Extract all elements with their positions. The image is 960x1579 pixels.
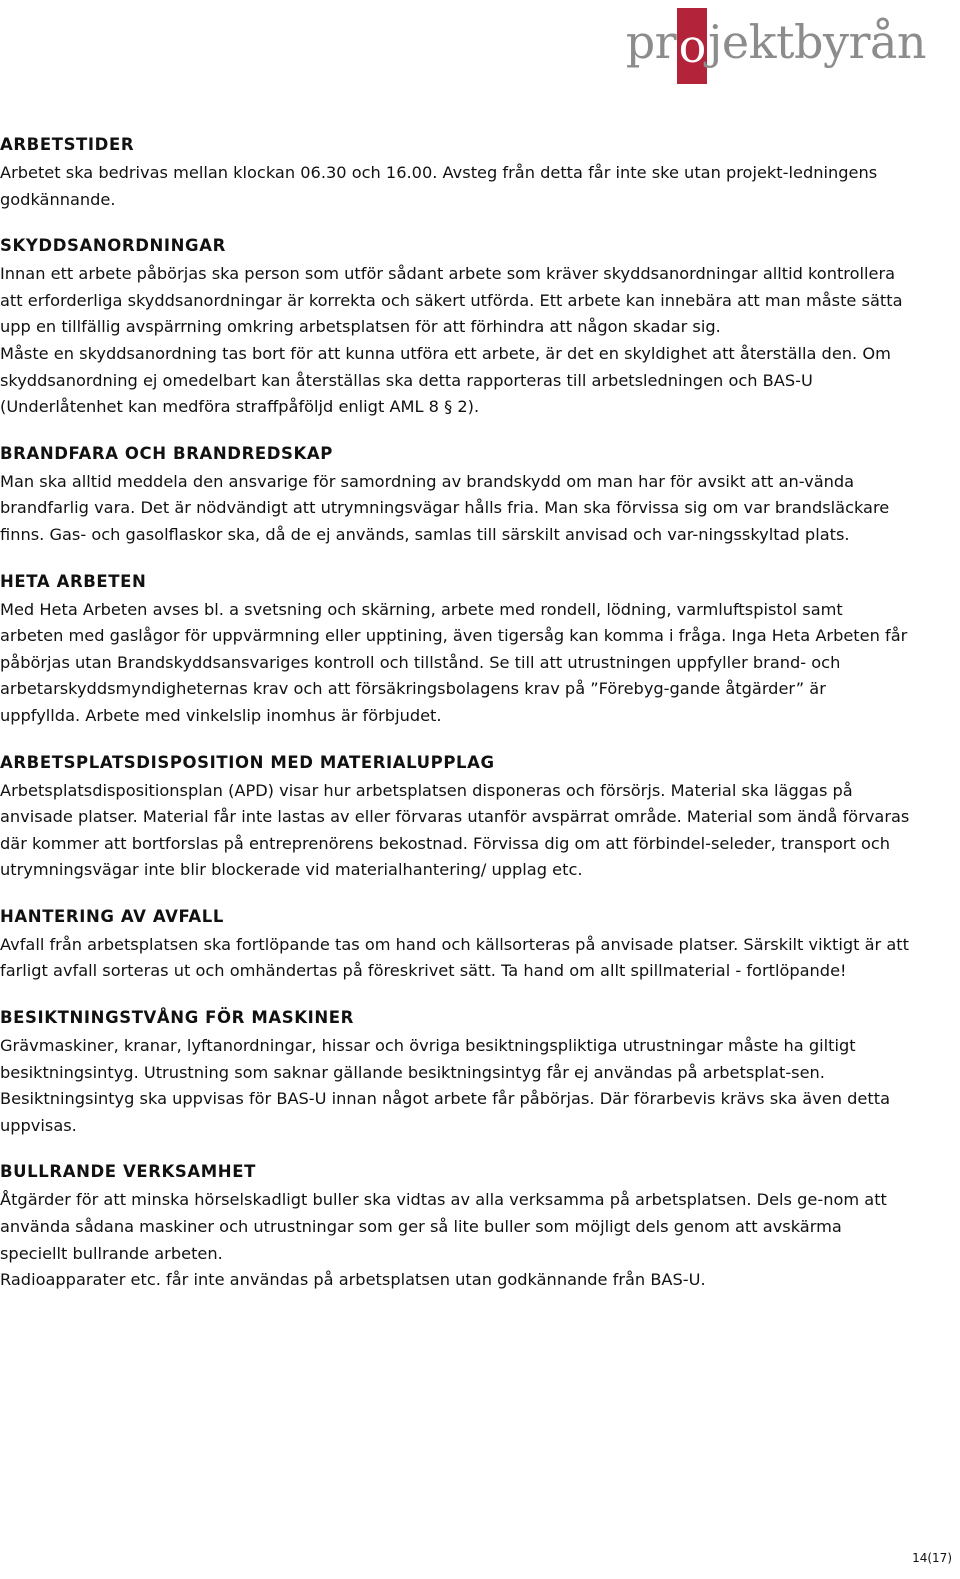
section-arbetstider [0,134,910,213]
section-paragraph: Radioapparater etc. får inte användas på arbetsplatsen utan godkännande från BAS-U. [0,1270,706,1290]
logo-text-pre: pr [625,15,677,69]
section-heading: ARBETSPLATSDISPOSITION MED MATERIALUPPLAG [0,752,495,772]
section-paragraph: Grävmaskiner, kranar, lyftanordningar, hissar och övriga besiktningspliktiga utrustningar måste ha giltigt besiktningsintyg. Utrustning som saknar gällande besiktningsintyg får ej användas på arbetsplat-sen. Besiktningsintyg ska uppvisas för BAS-U innan något arbete får påbörjas. Där förarbevis krävs ska även detta uppvisas. [0,1036,891,1135]
section-heading: HANTERING AV AVFALL [0,906,225,926]
section-heading: BULLRANDE VERKSAMHET [0,1162,256,1182]
section-heta-arbeten [0,571,910,730]
page-number: 14(17) [912,1551,952,1565]
section-brandfara [0,443,910,549]
section-paragraph: Med Heta Arbeten avses bl. a svetsning och skärning, arbete med rondell, lödning, varmluftspistol samt arbeten med gaslågor för uppvärmning eller upptining, även tigersåg kan komma i fråga. Inga Heta Arbeten får påbörjas utan Brandskyddsansvariges kontroll och tillstånd. Se till att utrustningen uppfyller brand- och arbetarskyddsmyndigheternas krav och att försäkringsbolagens krav på ”Förebyg-gande åtgärder” är uppfyllda. Arbete med vinkelslip inomhus är förbjudet. [0,599,908,725]
logo-mark: o [677,8,707,84]
section-bullrande-verksamhet [0,1161,910,1293]
section-hantering-av-avfall [0,906,910,985]
section-paragraph: Man ska alltid meddela den ansvarige för samordning av brandskydd om man har för avsikt att an-vända brandfarlig vara. Det är nödvändigt att utrymningsvägar hålls fria. Man ska förvissa sig om var brandsläckare finns. Gas- och gasolflaskor ska, då de ej används, samlas till särskilt anvisad och var-ningsskyltad plats. [0,471,890,544]
section-heading: ARBETSTIDER [0,135,135,154]
section-paragraph: Arbetet ska bedrivas mellan klockan 06.30 och 16.00. Avsteg från detta får inte ske utan projekt-ledningens godkännande. [0,163,878,209]
section-paragraph: Avfall från arbetsplatsen ska fortlöpande tas om hand och källsorteras på anvisade platser. Särskilt viktigt är att farligt avfall sorteras ut och omhändertas på föreskrivet sätt. Ta hand om allt spillmaterial - fortlöpande! [0,934,909,981]
section-paragraph: Åtgärder för att minska hörselskadligt buller ska vidtas av alla verksamma på arbetsplatsen. Dels ge-nom att använda sådana maskiner och utrustningar som ger så lite buller som möjligt dels genom att avskärma speciellt bullrande arbeten. [0,1190,887,1263]
projektbyran-logo [626,8,926,84]
section-heading: HETA ARBETEN [0,571,147,591]
section-arbetsplatsdisposition [0,752,910,884]
section-heading: BESIKTNINGSTVÅNG FÖR MASKINER [0,1008,354,1028]
document-body [0,134,910,1316]
logo-text-post: jektbyrån [708,15,926,69]
section-paragraph: Arbetsplatsdispositionsplan (APD) visar hur arbetsplatsen disponeras och försörjs. Material ska läggas på anvisade platser. Material får inte lastas av eller förvaras utanför avspärrat område. Material som ändå förvaras där kommer att bortforslas på entreprenörens bekostnad. Förvissa dig om att förbindel-seleder, transport och utrymningsvägar inte blir blockerade vid materialhantering/ upplag etc. [0,780,910,880]
section-besiktningstvang [0,1007,910,1139]
section-heading: SKYDDSANORDNINGAR [0,236,226,256]
section-paragraph: Måste en skyddsanordning tas bort för att kunna utföra ett arbete, är det en skyldighet att återställa den. Om skyddsanordning ej omedelbart kan återställas ska detta rapporteras till arbetsledningen och BAS-U (Underlåtenhet kan medföra straffpåföljd enligt AML 8 § 2). [0,343,891,417]
section-paragraph: Innan ett arbete påbörjas ska person som utför sådant arbete som kräver skyddsanordningar alltid kontrollera att erforderliga skyddsanordningar är korrekta och säkert utförda. Ett arbete kan innebära att man måste sätta upp en tillfällig avspärrning omkring arbetsplatsen för att förhindra att någon skadar sig. [0,264,903,337]
section-heading: BRANDFARA OCH BRANDREDSKAP [0,443,333,463]
section-skyddsanordningar [0,235,910,421]
